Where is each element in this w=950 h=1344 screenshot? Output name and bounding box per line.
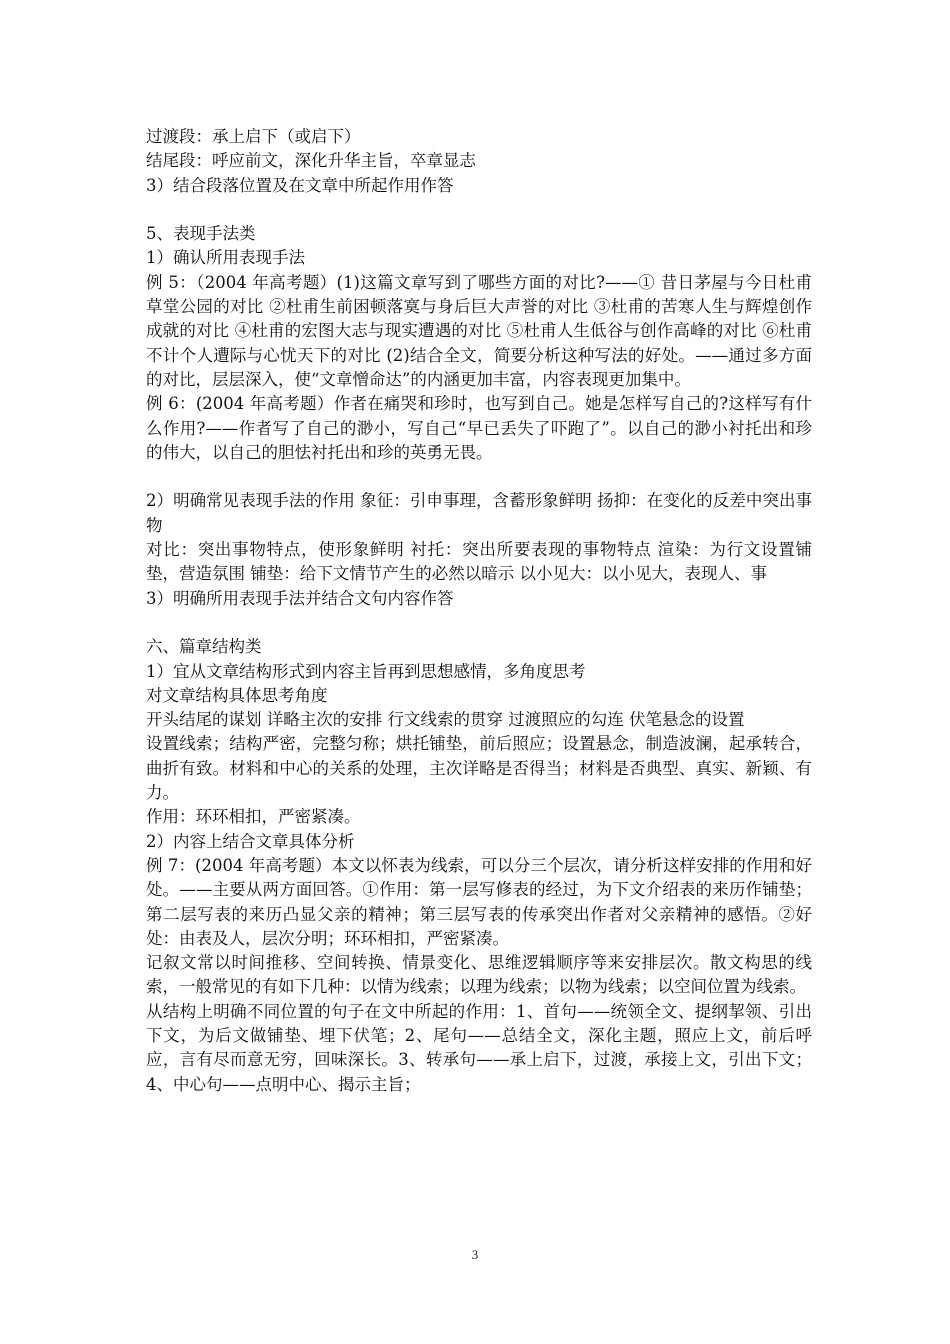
example-6: 例 6：(2004 年高考题）作者在痛哭和珍时，也写到自己。她是怎样写自己的?这样写有什么作用?——作者写了自己的渺小，写自己“早已丢失了吓跑了”。以自己的渺小衬托出和珍的伟大，以自己的胆怯衬托出和珍的英勇无畏。 — [146, 394, 812, 462]
paragraph-contrast-techniques: 对比：突出事物特点，使形象鲜明 衬托：突出所要表现的事物特点 渲染：为行文设置铺垫，营造氛围 铺垫：给下文情节产生的必然以暗示 以小见大：以小见大，表现人、事 — [146, 540, 812, 584]
paragraph-technique-effects: 2）明确常见表现手法的作用 象征：引申事理，含蓄形象鲜明 扬抑：在变化的反差中突出事物 — [146, 491, 812, 535]
paragraph-function: 作用：环环相扣，严密紧凑。 — [146, 807, 361, 827]
blank-line — [146, 198, 812, 222]
paragraph-sentence-positions: 从结构上明确不同位置的句子在文中所起的作用：1、首句——统领全文、提纲挈领、引出下文，为后文做铺垫、埋下伏笔；2、尾句——总结全文，深化主题，照应上文，前后呼应，言有尽而意无穷，回味深长。3、转承句——承上启下，过渡，承接上文，引出下文；4、中心句——点明中心、揭示主旨； — [146, 1001, 812, 1094]
document-body — [146, 125, 812, 1097]
section-heading-structure: 六、篇章结构类 — [146, 637, 262, 657]
paragraph-narrative-layers: 记叙文常以时间推移、空间转换、情景变化、思维逻辑顺序等来安排层次。散文构思的线索，一般常见的有如下几种：以情为线索；以理为线索；以物为线索；以空间位置为线索。 — [146, 953, 812, 997]
example-5: 例 5：（2004 年高考题）(1)这篇文章写到了哪些方面的对比?——① 昔日茅屋与今日杜甫草堂公园的对比 ②杜甫生前困顿落寞与身后巨大声誉的对比 ③杜甫的苦寒人生与辉煌创作成就的对比 ④杜甫的宏图大志与现实遭遇的对比 ⑤杜甫人生低谷与创作高峰的对比 ⑥杜甫不计个人遭际与心忧天下的对比 (2)结合全文，简要分析这种写法的好处。——通过多方面的对比，层层深入，使“文章憎命达”的内涵更加丰富，内容表现更加集中。 — [146, 272, 812, 389]
example-7: 例 7：(2004 年高考题）本文以怀表为线索，可以分三个层次，请分析这样安排的作用和好处。——主要从两方面回答。①作用：第一层写修表的经过，为下文介绍表的来历作铺垫；第二层写表的来历凸显父亲的精神；第三层写表的传承突出作者对父亲精神的感悟。②好处：由表及人，层次分明；环环相扣，严密紧凑。 — [146, 855, 812, 948]
paragraph-step-3: 3）结合段落位置及在文章中所起作用作答 — [146, 175, 454, 195]
paragraph-structure-list: 开头结尾的谋划 详略主次的安排 行文线索的贯穿 过渡照应的勾连 伏笔悬念的设置 — [146, 710, 745, 730]
paragraph-ending-section: 结尾段：呼应前文，深化升华主旨，卒章显志 — [146, 151, 476, 171]
paragraph-multi-angle: 1）宜从文章结构形式到内容主旨再到思想感情，多角度思考 — [146, 661, 586, 681]
blank-line — [146, 465, 812, 489]
paragraph-structure-angles: 对文章结构具体思考角度 — [146, 685, 328, 705]
blank-line — [146, 611, 812, 635]
section-heading-expression-techniques: 5、表现手法类 — [146, 224, 256, 244]
paragraph-clues: 设置线索；结构严密，完整匀称；烘托铺垫，前后照应；设置悬念，制造波澜，起承转合，曲折有致。材料和中心的关系的处理，主次详略是否得当；材料是否典型、真实、新颖、有力。 — [146, 734, 812, 803]
paragraph-content-analysis: 2）内容上结合文章具体分析 — [146, 831, 355, 851]
page-number: 3 — [471, 1247, 479, 1262]
paragraph-answer-with-text: 3）明确所用表现手法并结合文句内容作答 — [146, 588, 454, 608]
paragraph-identify-techniques: 1）确认所用表现手法 — [146, 248, 305, 268]
paragraph-transition-section: 过渡段：承上启下（或启下） — [146, 127, 361, 146]
